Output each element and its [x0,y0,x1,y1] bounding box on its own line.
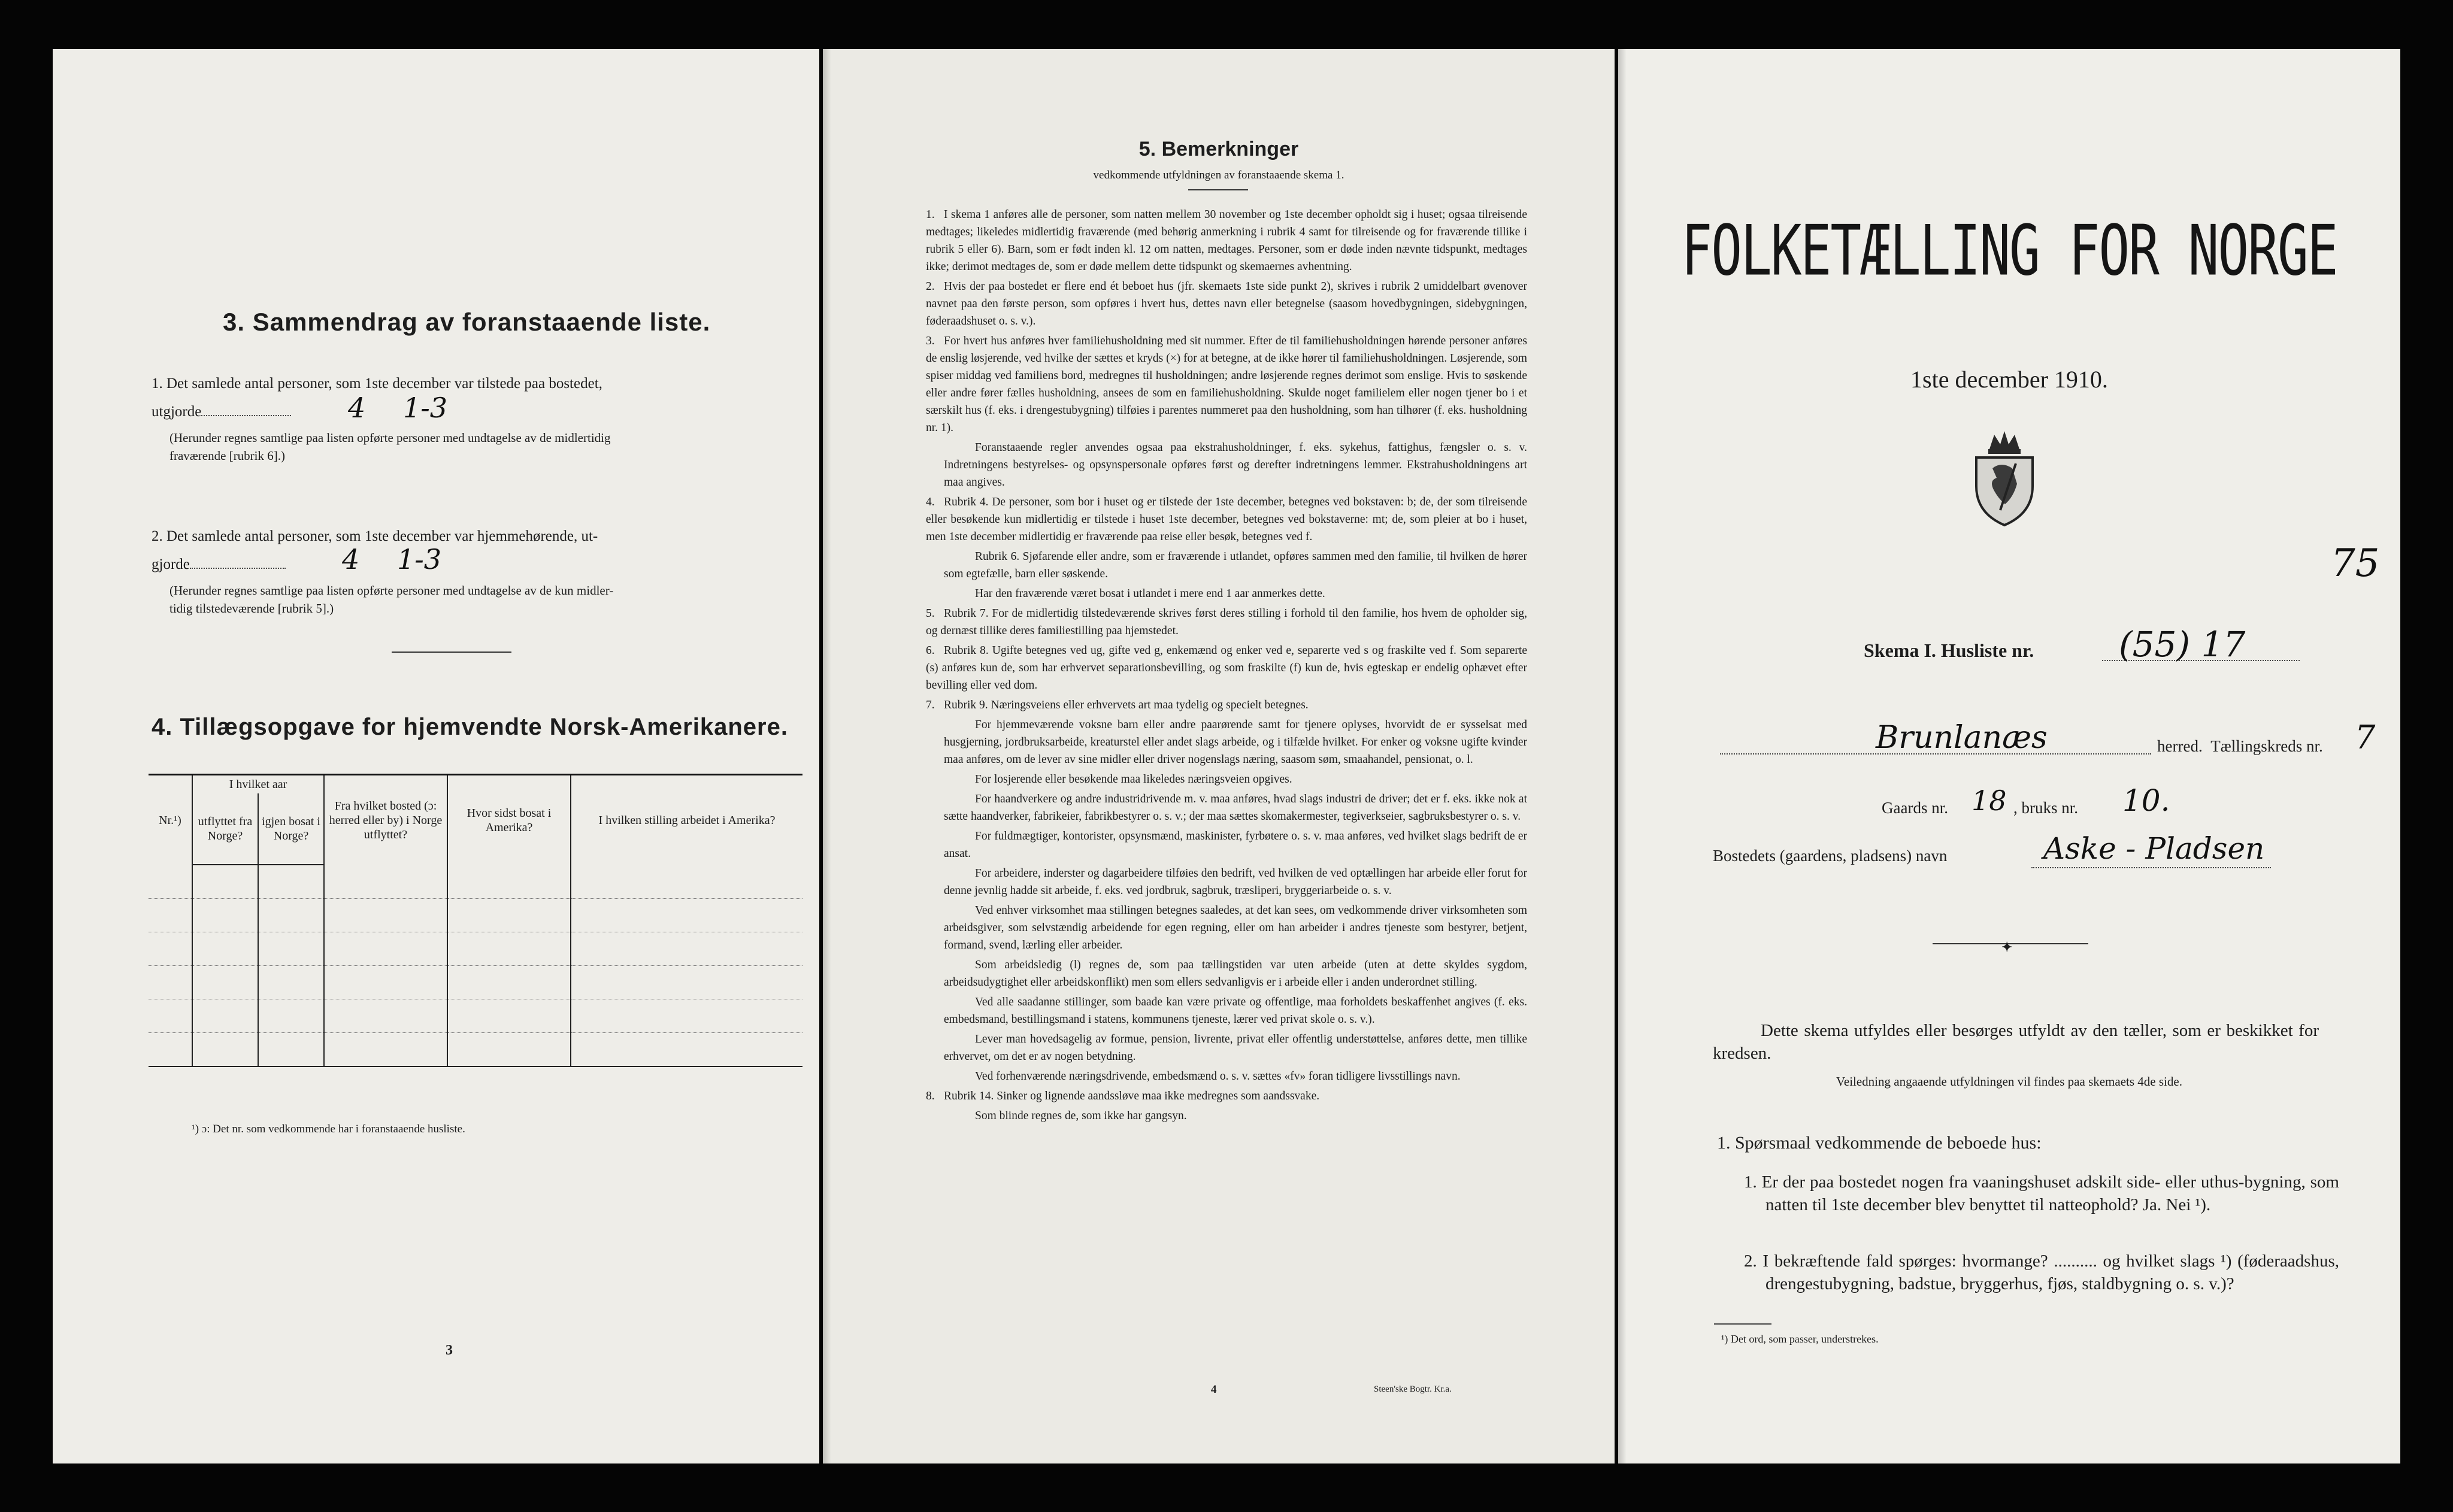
footnote: ¹) Det ord, som passer, understrekes. [1721,1333,1879,1345]
remark-number: 1. [926,208,935,221]
remark-item [926,206,1527,275]
section3-question2 [152,522,804,617]
remark-item [926,1031,1527,1065]
page-number: 4 [1211,1383,1217,1396]
divider-ornament-icon: ✦ [2001,940,2013,955]
remarks-title: 5. Bemerkninger [1138,138,1299,160]
q1-note [152,429,804,465]
remark-item [926,585,1527,602]
remark-item [926,828,1527,862]
corner-number-handwritten: 75 [2331,541,2380,586]
remark-number: 2. [926,280,935,293]
q2-note [152,581,804,617]
table-row [149,999,802,1033]
remark-number: 7. [926,699,935,711]
remark-item [926,956,1527,991]
footnote-rule [1714,1323,1771,1325]
remark-item [926,993,1527,1028]
remark-text: Ved forhenværende næringsdrivende, embedsmænd o. s. v. sættes «fv» foran tidligere livsstillings navn. [975,1070,1461,1083]
remark-item [926,548,1527,583]
remark-item [926,605,1527,640]
remark-text: Ved enhver virksomhet maa stillingen betegnes saaledes, at det kan sees, om vedkommende driver virksomheten som arbeidsgiver, som selvstændig arbeidende for egen regning, eller om han arbeider i andres tjeneste som bestyrer, betjent, formand, svend, lærling eller arbeider. [944,904,1527,952]
section3-question1 [152,369,804,465]
page-left [53,49,819,1463]
table-row [149,865,802,899]
q1-label: utgjorde [152,404,202,420]
q1-note-line2: fraværende [rubrik 6].) [169,449,285,463]
q2-value-handwritten: 4 [342,543,360,575]
table-row [149,932,802,966]
remark-text: For hvert hus anføres hver familiehusholdning med sit nummer. Efter de til familiehusholdningen hørende personer anføres de enslig løsjerende, ved hvilke der sættes et kryds (×) for at betegne, at de ikke hører til familiehusholdningen. Løsjerende, som spiser middag ved familiens bord, medregnes til husholdningen; andre løsjerende regnes derimot som enslige. Hvis to søskende eller andre fører fælles husholdning, ansees de som en familiehusholdning. Skulde noget familielem eller nogen tjener bo i et særskilt hus (f. eks. i drengestubygning) tilføies i parentes nummeret paa den husholdning, som han tilhører (f. eks. husholdning nr. 1). [926,335,1527,434]
q1-value-handwritten: 4 [348,392,366,424]
remark-text: For fuldmægtiger, kontorister, opsynsmænd, maskinister, fyrbøtere o. s. v. maa anføres, ved hvilket slags bedrift de er ansat. [944,830,1527,860]
remark-item [926,1087,1527,1105]
bosted-dots [2031,867,2271,868]
remark-text: For hjemmeværende voksne barn eller andre paarørende samt for tjenere oplyses, hvorvidt de er sysselsat med husgjerning, jordbruksarbeide, kreaturstel eller andet slags arbeide, og i tilfælde hvilket. For enker og voksne ugifte kvinder maa anføres, om de lever av sine midler eller driver nogenslags næring, saasom søm, smaahandel, pensionat, o. l. [944,719,1527,766]
divider [1188,189,1248,190]
remark-text: Rubrik 14. Sinker og lignende aandssløve maa ikke medregnes som aandssvake. [944,1090,1320,1102]
table-row [149,1033,802,1067]
remark-text: Lever man hovedsagelig av formue, pension, livrente, privat eller offentlig understøttelse, anføres dette, men tillike erhvervet, om det er av nogen betydning. [944,1033,1527,1063]
bruks-label: , bruks nr. [2013,799,2078,817]
remark-text: Rubrik 7. For de midlertidig tilstedeværende skrives først deres stilling i forhold til den familie, hos hvem de opholder sig, og dernæst tillike deres familiestilling paa hjemstedet. [926,607,1527,637]
intro-text: Dette skema utfyldes eller besørges utfyldt av den tæller, som er beskikket for kredsen. [1713,1021,2319,1063]
remark-text: Rubrik 8. Ugifte betegnes ved ug, gifte ved g, enkemænd og enker ved e, separerte ved s og fraskilte ved f. Som separerte (s) anføres kun de, som har erhvervet separationsbevilling, og som fraskilte (f) kun de, hvis egteskap er endelig ophævet efter bevilling eller ved dom. [926,644,1527,692]
remark-text: Foranstaaende regler anvendes ogsaa paa ekstrahusholdninger, f. eks. sykehus, fattighus, fængsler o. s. v. Indretningens bestyrelses- og opsynspersonale opføres først og derefter indretningens lemmer. Ekstrahusholdningens art maa angives. [944,441,1527,489]
bruks-value-handwritten: 10. [2122,783,2170,818]
remark-number: 8. [926,1090,935,1102]
remarks-list [926,206,1527,1127]
herred-label-text: herred. [2157,737,2203,755]
page-number: 3 [446,1343,453,1358]
bosted-label: Bostedets (gaardens, pladsens) navn [1713,847,1948,865]
remark-item [926,902,1527,954]
q1-value-handwritten-b: 1-3 [403,392,448,424]
herred-label [2157,735,2323,757]
remark-text: Hvis der paa bostedet er flere end ét beboet hus (jfr. skemaets 1ste side punkt 2), skrives i rubrik 2 umiddelbart øvenover navnet paa den første person, som opføres i hvert hus, dettes navn eller betegnelse (saasom hovedbygningen, sidebygningen, føderaadshuset o. s. v.). [926,280,1527,328]
remark-item [926,278,1527,330]
remark-text: Ved alle saadanne stillinger, som baade kan være private og offentlige, maa forholdets beskaffenhet angives (f. eks. embedsmand, bestillingsmand i statens, kommunens tjeneste, lærer ved privat skole o. s. v.). [944,996,1527,1026]
q1-note-line1: (Herunder regnes samtlige paa listen opførte personer med undtagelse av de midlertidig [169,431,611,445]
q2-value-handwritten-b: 1-3 [397,543,442,575]
q1-text: 1. Det samlede antal personer, som 1ste december var tilstede paa bostedet, [152,375,602,392]
norsk-amerikanere-table [149,774,802,1067]
remark-number: 6. [926,644,935,657]
remark-text: Som blinde regnes de, som ikke har gangsyn. [975,1110,1187,1122]
q2-dots [190,568,286,569]
remark-text: Rubrik 9. Næringsveiens eller erhvervets art maa tydelig og specielt betegnes. [944,699,1309,711]
col-nr: Nr.¹) [149,775,192,865]
remark-item [926,439,1527,491]
herred-value-handwritten: Brunlanæs [1876,720,2048,756]
table-footnote: ¹) ɔ: Det nr. som vedkommende har i foranstaaende husliste. [192,1123,465,1135]
remarks-subtitle: vedkommende utfyldningen av foranstaaende skema 1. [1093,169,1344,181]
section4-title: 4. Tillægsopgave for hjemvendte Norsk-Amerikanere. [152,714,788,740]
q2-text: 2. Det samlede antal personer, som 1ste december var hjemmehørende, ut- [152,528,598,544]
q2-answer-line [152,543,804,581]
remark-text: Som arbeidsledig (l) regnes de, som paa tællingstiden var uten arbeide (uten at dette skyldes sygdom, arbeidsudygtighet eller arbeidskonflikt) men som ellers sedvanligvis er i arbeide eller i anden underordnet stilling. [944,959,1527,989]
q2-label: gjorde [152,556,190,572]
table-row [149,966,802,999]
husliste-value-handwritten: (55) 17 [2119,624,2246,665]
remark-item [926,1068,1527,1085]
remark-item [926,332,1527,437]
remark-item [926,696,1527,714]
remark-item [926,865,1527,899]
remark-item [926,1107,1527,1125]
remark-text: Rubrik 6. Sjøfarende eller andre, som er fraværende i utlandet, opføres sammen med den familie, til hvilken de hører som egtefælle, barn eller søskende. [944,550,1527,580]
krets-value-handwritten: 7 [2355,719,2376,756]
remark-text: Har den fraværende været bosat i utlandet i mere end 1 aar anmerkes dette. [975,587,1325,600]
krets-label: Tællingskreds nr. [2210,737,2323,755]
remark-text: For haandverkere og andre industridrivende m. v. maa anføres, hvad slags industri de driver; det er f. eks. ikke nok at sætte haandverker, fabrikeier, fabrikbestyrer o. s. v.; der maa sættes skomakermester, tegiverkseier, sagbruksbestyrer o. s. v. [944,793,1527,823]
printer-mark: Steen'ske Bogtr. Kr.a. [1374,1384,1452,1394]
remark-text: For losjerende eller besøkende maa likeledes næringsveien opgives. [975,773,1292,786]
col-last-residence: Hvor sidst bosat i Amerika? [447,775,571,865]
remark-number: 5. [926,607,935,620]
page-right [1618,49,2400,1463]
form-date: 1ste december 1910. [1910,366,2108,393]
q1-dots [201,415,291,416]
remark-text: For arbeidere, inderster og dagarbeidere tilføies den bedrift, ved hvilken de ved optællingen har arbeide eller forut for denne jevnlig hadde sit arbeide, f. eks. ved jordbruk, sagbruk, træsliperi, bryggeriarbeide o. s. v. [944,867,1527,897]
gaards-label: Gaards nr. [1882,799,1948,817]
fold-shadow [823,49,831,1463]
remark-item [926,642,1527,694]
col-from-where: Fra hvilket bosted (ɔ: herred eller by) i Norge utflyttet? [324,775,447,865]
table-row [149,899,802,932]
col-emigrated: utflyttet fra Norge? [192,793,258,865]
question-section-title: 1. Spørsmaal vedkommende de beboede hus: [1717,1133,2042,1153]
question-1: 1. Er der paa bostedet nogen fra vaaningshuset adskilt side- eller uthus-bygning, som natten til 1ste december blev benyttet til natteophold? Ja. Nei ¹). [1744,1172,2339,1214]
remark-item [926,790,1527,825]
q1-answer-line [152,392,804,429]
remark-item [926,771,1527,788]
guidance-text: Veiledning angaaende utfyldningen vil findes paa skemaets 4de side. [1836,1074,2182,1089]
gaards-value-handwritten: 18 [1972,784,2007,817]
skema-label: Skema I. Husliste nr. [1864,640,2034,661]
bosted-value-handwritten: Aske - Pladsen [2043,831,2265,866]
remark-item [926,493,1527,546]
section3-title: 3. Sammendrag av foranstaaende liste. [223,308,711,336]
remark-text: I skema 1 anføres alle de personer, som natten mellem 30 november og 1ste december opholdt sig i huset; ogsaa tilreisende medtages; likeledes midlertidig fraværende (med behørig anmerkning i rubrik 4 samt for tilreisende og for fraværende tillike i rubrik 5 eller 6). Barn, som er født inden kl. 12 om natten, medtages. Personer, som er døde inden nævnte tidspunkt, medtages ikke; derimot medtages de, som er døde mellem dette tidspunkt og skemaernes avhentning. [926,208,1527,273]
question-2: 2. I bekræftende fald spørges: hvormange? .......... og hvilket slags ¹) (føderaadshus, drengestubygning, badstue, bryggerhus, fjøs, staldbygning o. s. v.)? [1744,1252,2339,1293]
q2-note-line1: (Herunder regnes samtlige paa listen opførte personer med undtagelse av de kun midler- [169,583,614,598]
remark-number: 3. [926,335,935,347]
divider [392,652,511,653]
norway-coat-of-arms-icon [1966,426,2043,528]
col-returned: igjen bosat i Norge? [258,793,324,865]
remark-item [926,716,1527,768]
form-title: FOLKETÆLLING FOR NORGE [1681,211,2337,292]
remark-number: 4. [926,496,935,508]
q2-note-line2: tidig tilstedeværende [rubrik 5].) [169,601,334,616]
col-year-group: I hvilket aar [192,775,324,794]
page-middle [823,49,1615,1463]
col-position: I hvilken stilling arbeidet i Amerika? [571,775,802,865]
remark-text: Rubrik 4. De personer, som bor i huset og er tilstede der 1ste december, betegnes ved bokstaven: b; de, der som tilreisende eller besøkende kun midlertidig er tilstede i huset 1ste december, betegnes ved bokstaverne: mt; de, som pleier at bo i huset, men 1ste december midlertidig er fraværende paa reise eller besøk, betegnes ved f. [926,496,1527,543]
